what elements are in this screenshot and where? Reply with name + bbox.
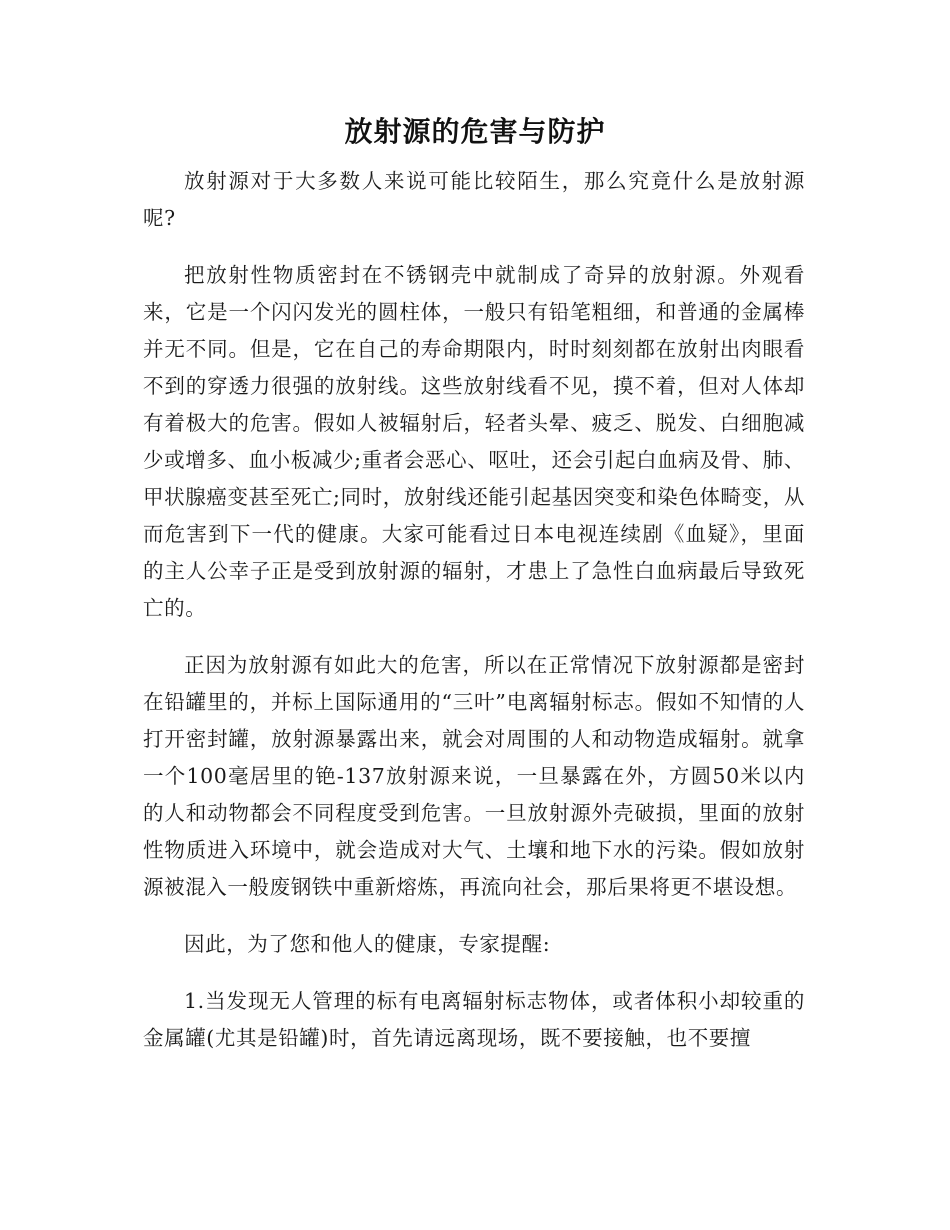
paragraph-hazard: 正因为放射源有如此大的危害，所以在正常情况下放射源都是密封在铅罐里的，并标上国际通用的“三叶”电离辐射标志。假如不知情的人打开密封罐，放射源暴露出来，就会对周围的人和动物造成辐射。就拿一个100毫居里的铯-137放射源来说，一旦暴露在外，方圆50米以内的人和动物都会不同程度受到危害。一旦放射源外壳破损，里面的放射性物质进入环境中，就会造成对大气、土壤和地下水的污染。假如放射源被混入一般废钢铁中重新熔炼，再流向社会，那后果将更不堪设想。	[143, 653, 805, 899]
paragraph-intro: 放射源对于大多数人来说可能比较陌生，那么究竟什么是放射源呢?	[143, 169, 805, 230]
paragraph-advice-intro: 因此，为了您和他人的健康，专家提醒:	[184, 932, 551, 956]
paragraph-advice-1: 1.当发现无人管理的标有电离辐射标志物体，或者体积小却较重的金属罐(尤其是铅罐)时，首先请远离现场，既不要接触，也不要擅	[143, 989, 805, 1050]
document-title: 放射源的危害与防护	[344, 115, 606, 148]
paragraph-description: 把放射性物质密封在不锈钢壳中就制成了奇异的放射源。外观看来，它是一个闪闪发光的圆柱体，一般只有铅笔粗细，和普通的金属棒并无不同。但是，它在自己的寿命期限内，时时刻刻都在放射出肉眼看不到的穿透力很强的放射线。这些放射线看不见，摸不着，但对人体却有着极大的危害。假如人被辐射后，轻者头晕、疲乏、脱发、白细胞减少或增多、血小板减少;重者会恶心、呕吐，还会引起白血病及骨、肺、甲状腺癌变甚至死亡;同时，放射线还能引起基因突变和染色体畸变，从而危害到下一代的健康。大家可能看过日本电视连续剧《血疑》，里面的主人公幸子正是受到放射源的辐射，才患上了急性白血病最后导致死亡的。	[143, 263, 805, 620]
document-body	[143, 163, 805, 1077]
